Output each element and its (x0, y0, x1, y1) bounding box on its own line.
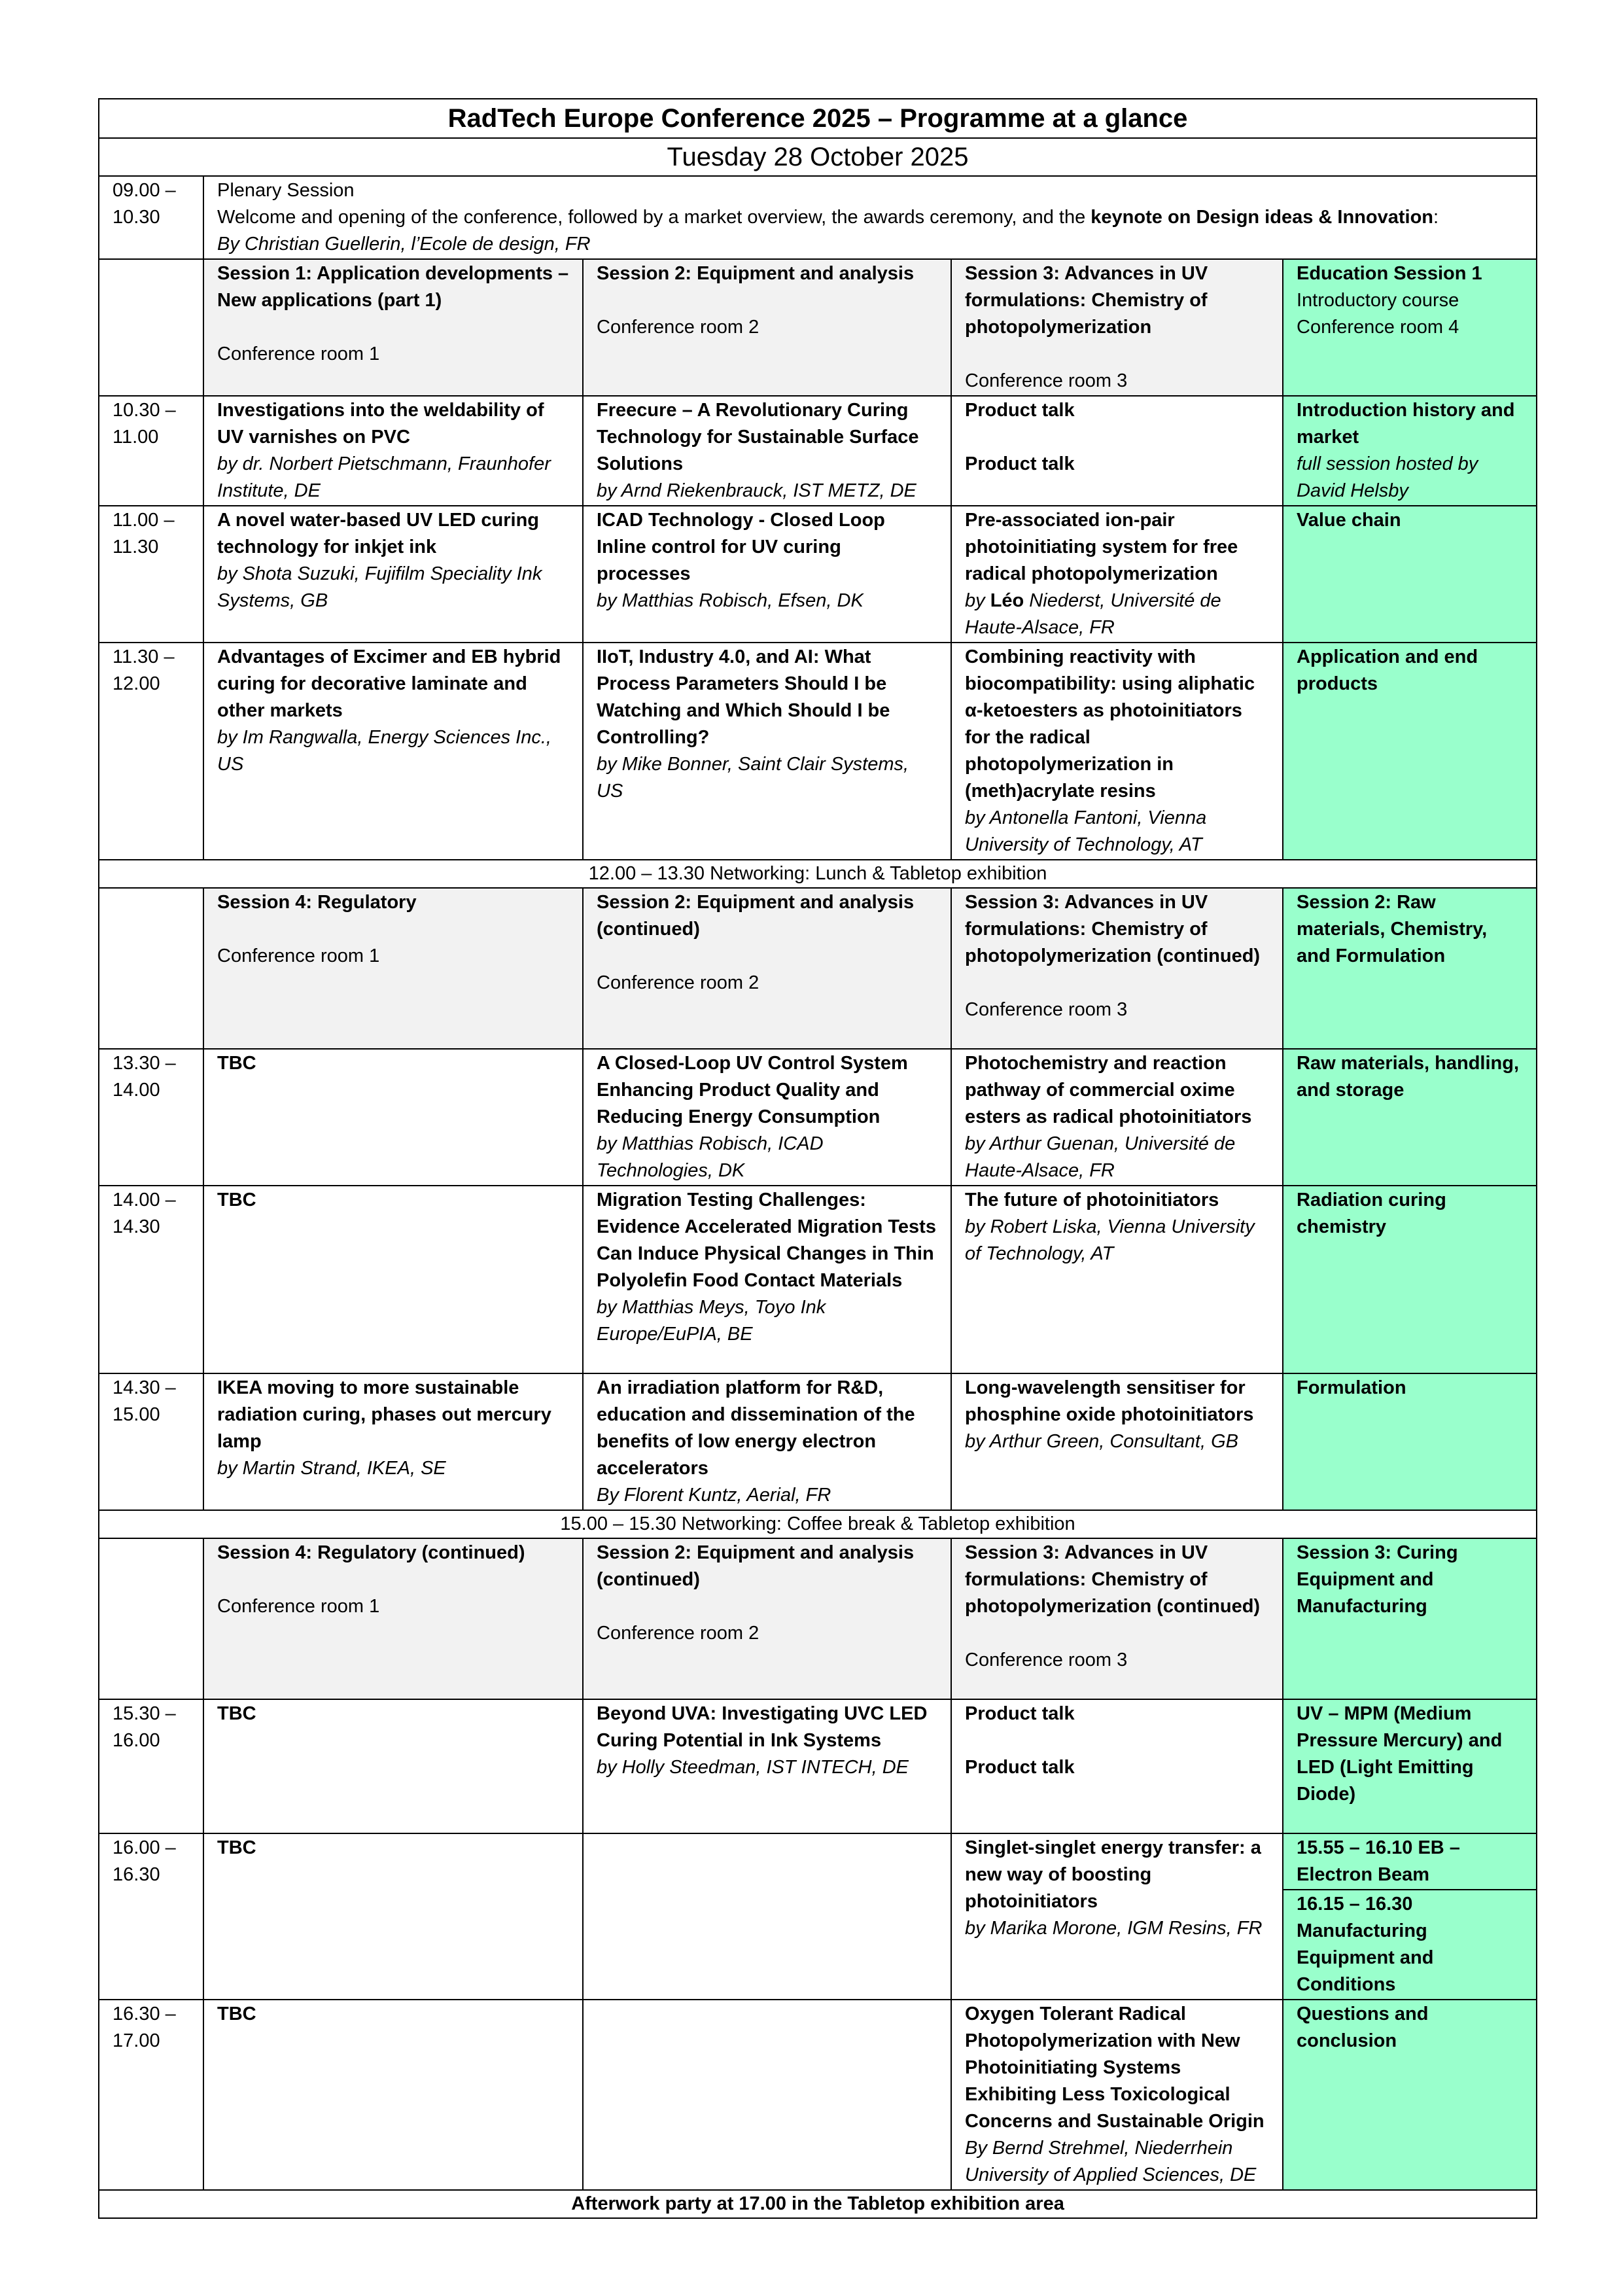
education-cell (1283, 506, 1537, 643)
talk-speaker: by Arnd Riekenbrauck, IST METZ, DE (597, 480, 916, 501)
talk-title: Singlet-singlet energy transfer: a new way of boosting photoinitiators (965, 1837, 1261, 1912)
education-cell (1283, 1833, 1537, 2000)
talk-cell (951, 1699, 1283, 1833)
time-start: 11.30 – (113, 646, 175, 667)
session-subtitle: Introductory course (1297, 290, 1459, 311)
time-cell (99, 396, 203, 506)
talk-title: Long-wavelength sensitiser for phosphine oxide photoinitiators (965, 1377, 1254, 1425)
break-row (99, 860, 1537, 888)
education-subslot (1283, 1834, 1536, 1889)
time-end: 14.30 (113, 1216, 160, 1237)
education-topic: Questions and conclusion (1297, 2004, 1429, 2051)
education-topic: Application and end products (1297, 646, 1478, 694)
talk-title: Freecure – A Revolutionary Curing Technology for Sustainable Surface Solutions (597, 400, 919, 474)
talk-cell (583, 1049, 951, 1186)
talk-speaker (965, 588, 1269, 641)
timeslot-row (99, 2000, 1537, 2190)
talk-cell (203, 1699, 583, 1833)
time-end: 16.30 (113, 1864, 160, 1885)
time-end: 16.00 (113, 1730, 160, 1751)
talk-cell (951, 1049, 1283, 1186)
talk-cell (951, 506, 1283, 643)
talk-cell (583, 643, 951, 860)
time-cell (99, 1186, 203, 1373)
conference-date: Tuesday 28 October 2025 (99, 138, 1537, 176)
talk-title: Investigations into the weldability of UV varnishes on PVC (217, 400, 544, 448)
session-room: Conference room 2 (597, 317, 759, 338)
session-header (951, 888, 1283, 1049)
timeslot-row (99, 1699, 1537, 1833)
session-title: Session 4: Regulatory (217, 892, 417, 913)
time-start: 11.00 – (113, 510, 175, 531)
programme-page (98, 98, 1536, 2219)
talk-cell (203, 1186, 583, 1373)
session-title: Education Session 1 (1297, 263, 1482, 284)
plenary-text: Welcome and opening of the conference, followed by a market overview, the awards ceremony, and the (217, 207, 1091, 228)
talk-title: ICAD Technology - Closed Loop Inline control for UV curing processes (597, 510, 885, 584)
plenary-colon: : (1433, 207, 1439, 228)
talk-speaker: by Arthur Green, Consultant, GB (965, 1431, 1239, 1452)
talk-speaker: by Robert Liska, Vienna University of Technology, AT (965, 1216, 1255, 1264)
time-cell (99, 506, 203, 643)
talk-cell (951, 2000, 1283, 2190)
session-room: Conference room 3 (965, 370, 1128, 391)
talk-title: Oxygen Tolerant Radical Photopolymerization with New Photoinitiating Systems Exhibiting Less Toxicological Concerns and Sustainable Origin (965, 2004, 1265, 2132)
talk-cell-empty (583, 1833, 951, 2000)
talk-title: A novel water-based UV LED curing technology for inkjet ink (217, 510, 540, 557)
date-row (99, 138, 1537, 176)
talk-title: Pre-associated ion-pair photoinitiating system for free radical photopolymerization (965, 510, 1238, 584)
time-end: 10.30 (113, 207, 160, 228)
session-title: Session 2: Equipment and analysis (597, 263, 915, 284)
talk-speaker: by Martin Strand, IKEA, SE (217, 1458, 446, 1479)
talk-title: TBC (217, 1837, 256, 1858)
session-header-row (99, 888, 1537, 1049)
timeslot-row (99, 506, 1537, 643)
session-header-row (99, 1538, 1537, 1699)
session-title: Session 3: Advances in UV formulations: Chemistry of photopolymerization (continued) (965, 892, 1261, 966)
time-end: 11.00 (113, 427, 159, 448)
session-room: Conference room 2 (597, 1623, 759, 1644)
talk-cell (203, 396, 583, 506)
session-room: Conference room 3 (965, 999, 1128, 1020)
time-cell (99, 2000, 203, 2190)
time-start: 15.30 – (113, 1703, 176, 1724)
session-title: Session 4: Regulatory (continued) (217, 1542, 525, 1563)
product-talk: Product talk (965, 1703, 1075, 1724)
education-topic: Formulation (1297, 1377, 1406, 1398)
talk-title: An irradiation platform for R&D, education and dissemination of the benefits of low energy electron accelerators (597, 1377, 915, 1479)
talk-cell (583, 1186, 951, 1373)
plenary-description (217, 204, 1523, 231)
talk-speaker: by Mike Bonner, Saint Clair Systems, US (597, 754, 909, 802)
talk-speaker: by dr. Norbert Pietschmann, Fraunhofer Institute, DE (217, 453, 551, 501)
education-topic: UV – MPM (Medium Pressure Mercury) and LED (Light Emitting Diode) (1297, 1703, 1503, 1805)
footer-row (99, 2190, 1537, 2218)
talk-title: Photochemistry and reaction pathway of commercial oxime esters as radical photoinitiators (965, 1053, 1252, 1127)
session-header (203, 888, 583, 1049)
timeslot-row (99, 1186, 1537, 1373)
time-end: 12.00 (113, 673, 160, 694)
talk-cell (583, 1699, 951, 1833)
lunch-break: 12.00 – 13.30 Networking: Lunch & Tabletop exhibition (99, 860, 1537, 888)
talk-cell-empty (583, 2000, 951, 2190)
session-room: Conference room 1 (217, 1596, 380, 1617)
talk-speaker: by Matthias Meys, Toyo Ink Europe/EuPIA, BE (597, 1297, 826, 1345)
time-start: 14.30 – (113, 1377, 176, 1398)
timeslot-row (99, 1833, 1537, 2000)
talk-title: IIoT, Industry 4.0, and AI: What Process Parameters Should I be Watching and Which Should I be Controlling? (597, 646, 890, 748)
education-topic: Raw materials, handling, and storage (1297, 1053, 1520, 1101)
session-title: Session 2: Equipment and analysis (continued) (597, 1542, 915, 1590)
programme-table (98, 98, 1537, 2219)
talk-cell (951, 396, 1283, 506)
talk-speaker: by Im Rangwalla, Energy Sciences Inc., US (217, 727, 551, 775)
talk-title: TBC (217, 1703, 256, 1724)
education-session-header (1283, 259, 1537, 396)
empty-time-cell (99, 1538, 203, 1699)
talk-cell (583, 1373, 951, 1510)
time-start: 16.30 – (113, 2004, 176, 2024)
plenary-keynote: keynote on Design ideas & Innovation (1091, 207, 1433, 228)
session-title: Session 2: Raw materials, Chemistry, and Formulation (1297, 892, 1488, 966)
talk-speaker: By Florent Kuntz, Aerial, FR (597, 1485, 831, 1506)
talk-title: TBC (217, 1053, 256, 1074)
break-row (99, 1510, 1537, 1538)
talk-speaker: by Matthias Robisch, Efsen, DK (597, 590, 864, 611)
empty-time-cell (99, 888, 203, 1049)
session-header (583, 1538, 951, 1699)
education-subslot (1283, 1889, 1536, 1999)
plenary-heading: Plenary Session (217, 180, 355, 201)
talk-title: The future of photoinitiators (965, 1190, 1219, 1210)
time-cell (99, 176, 203, 259)
education-cell (1283, 396, 1537, 506)
product-talk: Product talk (965, 453, 1075, 474)
time-end: 14.00 (113, 1080, 160, 1101)
education-session-header (1283, 1538, 1537, 1699)
education-cell (1283, 1049, 1537, 1186)
talk-speaker: by Holly Steedman, IST INTECH, DE (597, 1757, 909, 1778)
session-header (203, 1538, 583, 1699)
time-cell (99, 1049, 203, 1186)
talk-cell (203, 1049, 583, 1186)
page-title: RadTech Europe Conference 2025 – Programme at a glance (99, 99, 1537, 138)
empty-time-cell (99, 259, 203, 396)
session-room: Conference room 1 (217, 945, 380, 966)
talk-cell (951, 643, 1283, 860)
education-topic: Radiation curing chemistry (1297, 1190, 1446, 1237)
product-talk: Product talk (965, 1757, 1075, 1778)
talk-cell (951, 1186, 1283, 1373)
education-host: full session hosted by David Helsby (1297, 453, 1478, 501)
talk-speaker: by Marika Morone, IGM Resins, FR (965, 1918, 1263, 1939)
talk-title: IKEA moving to more sustainable radiation curing, phases out mercury lamp (217, 1377, 551, 1452)
product-talk: Product talk (965, 400, 1075, 421)
timeslot-row (99, 643, 1537, 860)
time-start: 14.00 – (113, 1190, 176, 1210)
time-cell (99, 1833, 203, 2000)
session-title: Session 3: Advances in UV formulations: Chemistry of photopolymerization (continued) (965, 1542, 1261, 1617)
session-title: Session 3: Advances in UV formulations: Chemistry of photopolymerization (965, 263, 1208, 338)
time-end: 15.00 (113, 1404, 160, 1425)
talk-title: TBC (217, 2004, 256, 2024)
time-start: 16.00 – (113, 1837, 176, 1858)
education-cell (1283, 1186, 1537, 1373)
session-header-row (99, 259, 1537, 396)
talk-cell (583, 506, 951, 643)
session-room: Conference room 1 (217, 344, 380, 364)
time-cell (99, 1373, 203, 1510)
session-room: Conference room 2 (597, 972, 759, 993)
session-room: Conference room 3 (965, 1650, 1128, 1670)
time-start: 09.00 – (113, 180, 176, 201)
education-cell (1283, 643, 1537, 860)
session-room: Conference room 4 (1297, 317, 1459, 338)
time-end: 11.30 (113, 537, 159, 557)
talk-title: A Closed-Loop UV Control System Enhancing Product Quality and Reducing Energy Consumption (597, 1053, 908, 1127)
timeslot-row (99, 1373, 1537, 1510)
talk-title: Advantages of Excimer and EB hybrid curing for decorative laminate and other markets (217, 646, 561, 721)
afterwork-party: Afterwork party at 17.00 in the Tabletop exhibition area (99, 2190, 1537, 2218)
talk-title: Beyond UVA: Investigating UVC LED Curing Potential in Ink Systems (597, 1703, 928, 1751)
plenary-cell (203, 176, 1537, 259)
talk-cell (203, 1833, 583, 2000)
plenary-speaker: By Christian Guellerin, l’Ecole de design, FR (217, 234, 591, 255)
talk-cell (951, 1373, 1283, 1510)
title-row (99, 99, 1537, 138)
timeslot-row (99, 1049, 1537, 1186)
session-header (951, 1538, 1283, 1699)
talk-cell (583, 396, 951, 506)
timeslot-row (99, 396, 1537, 506)
session-header (583, 888, 951, 1049)
education-session-header (1283, 888, 1537, 1049)
education-cell (1283, 1373, 1537, 1510)
talk-title: Combining reactivity with biocompatibility: using aliphatic α-ketoesters as photoinitiators for the radical photopolymerization in (meth)acrylate resins (965, 646, 1255, 802)
education-topic: Value chain (1297, 510, 1401, 531)
talk-cell (203, 643, 583, 860)
talk-speaker: by Matthias Robisch, ICAD Technologies, DK (597, 1133, 824, 1181)
time-end: 17.00 (113, 2030, 160, 2051)
education-cell (1283, 1699, 1537, 1833)
talk-cell (951, 1833, 1283, 2000)
talk-speaker: by Antonella Fantoni, Vienna University of Technology, AT (965, 807, 1207, 855)
session-title: Session 2: Equipment and analysis (continued) (597, 892, 915, 940)
session-header (583, 259, 951, 396)
talk-cell (203, 1373, 583, 1510)
talk-speaker: By Bernd Strehmel, Niederrhein University of Applied Sciences, DE (965, 2138, 1257, 2185)
plenary-row (99, 176, 1537, 259)
talk-title: Migration Testing Challenges: Evidence Accelerated Migration Tests Can Induce Physical Changes in Thin Polyolefin Food Contact Materials (597, 1190, 936, 1291)
talk-speaker: by Shota Suzuki, Fujifilm Speciality Ink Systems, GB (217, 563, 542, 611)
speaker-rest: Niederst, Université de Haute-Alsace, FR (965, 590, 1221, 638)
education-cell (1283, 2000, 1537, 2190)
time-start: 10.30 – (113, 400, 176, 421)
session-header (203, 259, 583, 396)
coffee-break: 15.00 – 15.30 Networking: Coffee break & Tabletop exhibition (99, 1510, 1537, 1538)
time-cell (99, 643, 203, 860)
time-start: 13.30 – (113, 1053, 176, 1074)
time-cell (99, 1699, 203, 1833)
education-topic: 15.55 – 16.10 EB – Electron Beam (1297, 1837, 1460, 1885)
talk-speaker: by Arthur Guenan, Université de Haute-Alsace, FR (965, 1133, 1236, 1181)
speaker-prefix: by (965, 590, 990, 611)
education-topic: Introduction history and market (1297, 400, 1515, 448)
talk-title: TBC (217, 1190, 256, 1210)
education-topic: 16.15 – 16.30 Manufacturing Equipment and Conditions (1297, 1894, 1434, 1995)
session-title: Session 3: Curing Equipment and Manufacturing (1297, 1542, 1458, 1617)
talk-cell (203, 506, 583, 643)
talk-cell (203, 2000, 583, 2190)
session-title: Session 1: Application developments – New applications (part 1) (217, 263, 569, 311)
session-header (951, 259, 1283, 396)
speaker-first-name: Léo (990, 590, 1024, 611)
